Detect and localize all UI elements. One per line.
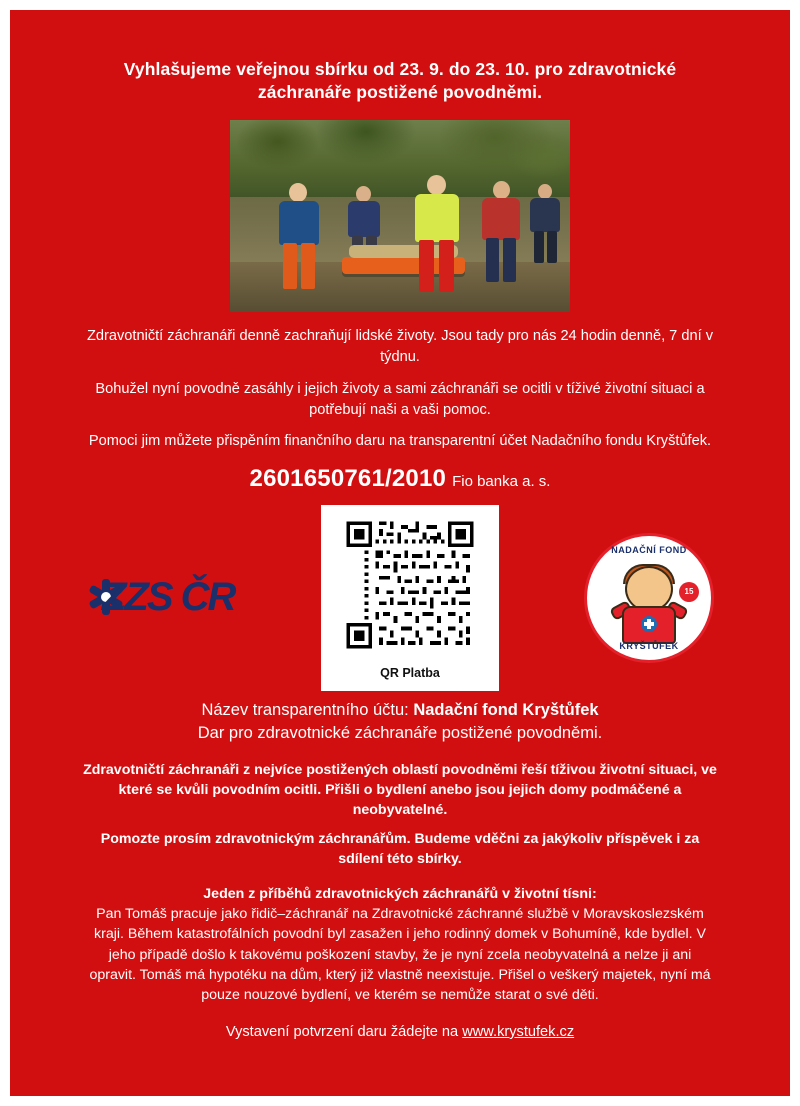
poster-canvas	[10, 10, 790, 1096]
account-purpose: Dar pro zdravotnické záchranáře postižené povodněmi.	[197, 724, 603, 743]
account-name-value: Nadační fond Kryštůfek	[413, 700, 599, 719]
story-text: Pan Tomáš pracuje jako řidič–záchranář na Zdravotnické záchranné službě v Moravskoslezském kraji. Během katastrofálních povodní byl zasažen i jeho rodinný domek v Bohumíně, kde bydlel. V jeho případě došlo k takovému poškození stavby, že je nyní zcela neobyvatelná a nelze ji ani opravit. Tomáš má hypotéku na dům, který již vlastně neexistuje. Přišel o veškerý majetek, nyní má pouze nouzové bydlení, ve kterém se nemůže starat o své děti.	[89, 905, 711, 1004]
qr-code-icon	[338, 518, 482, 652]
logo-row	[86, 503, 714, 693]
bold-block-2: Pomozte prosím zdravotnickým záchranářům. Budeme vděčni za jakýkoliv příspěvek i za sdílení této sbírky.	[100, 830, 700, 868]
bold-block-1: Zdravotničtí záchranáři z nejvíce postižených oblastí povodněmi řeší tíživou životní situaci, ve které se kvůli povodním ocitli. Přišli o bydlení anebo jsou jejich domy podmáčené a neobyvatelné.	[83, 761, 717, 819]
azzs-cr-label: ZZS ČR	[102, 574, 235, 619]
story-title: Jeden z příběhů zdravotnických záchranářů v životní tísni:	[203, 885, 597, 902]
footer-line	[56, 1024, 744, 1040]
azzs-cr-logo	[86, 563, 236, 633]
photo-person-farright	[526, 184, 566, 270]
qr-payment-label: QR Platba	[380, 665, 440, 680]
krystufek-bottom-text: KRYŠTŮFEK	[619, 640, 679, 651]
photo-person-hivis	[407, 175, 467, 303]
footer-prefix: Vystavení potvrzení daru žádejte na	[225, 1023, 463, 1040]
account-line	[56, 464, 744, 492]
krystufek-anniversary-badge: 15	[679, 582, 699, 602]
lead-paragraph-1: Zdravotničtí záchranáři denně zachraňují lidské životy. Jsou tady pro nás 24 hodin denně, 7 dní v týdnu.	[86, 328, 713, 366]
account-name-label: Název transparentního účtu:	[201, 700, 409, 719]
lead-paragraph-2: Bohužel nyní povodně zasáhly i jejich životy a sami záchranáři se ocitli v tíživé životní situaci a potřebují naši a vaši pomoc.	[95, 380, 705, 419]
qr-payment-block	[321, 505, 499, 691]
rescue-photo	[230, 120, 570, 312]
bank-name: Fio banka a. s.	[452, 472, 551, 490]
krystufek-top-text: NADAČNÍ FOND	[611, 544, 687, 555]
medical-cross-icon	[641, 616, 657, 632]
krystufek-foundation-logo	[584, 533, 714, 663]
account-number: 2601650761/2010	[249, 464, 447, 492]
account-name-block	[76, 699, 724, 746]
lead-paragraph-3: Pomoci jim můžete přispěním finančního daru na transparentní účet Nadačního fondu Kryštůfek.	[88, 433, 712, 450]
krystufek-website-link[interactable]: www.krystufek.cz	[462, 1023, 575, 1040]
photo-person-right	[475, 181, 529, 293]
page-title: Vyhlašujeme veřejnou sbírku od 23. 9. do 23. 10. pro zdravotnické záchranáře postižené povodněmi.	[123, 59, 677, 103]
photo-person-left	[271, 183, 327, 301]
